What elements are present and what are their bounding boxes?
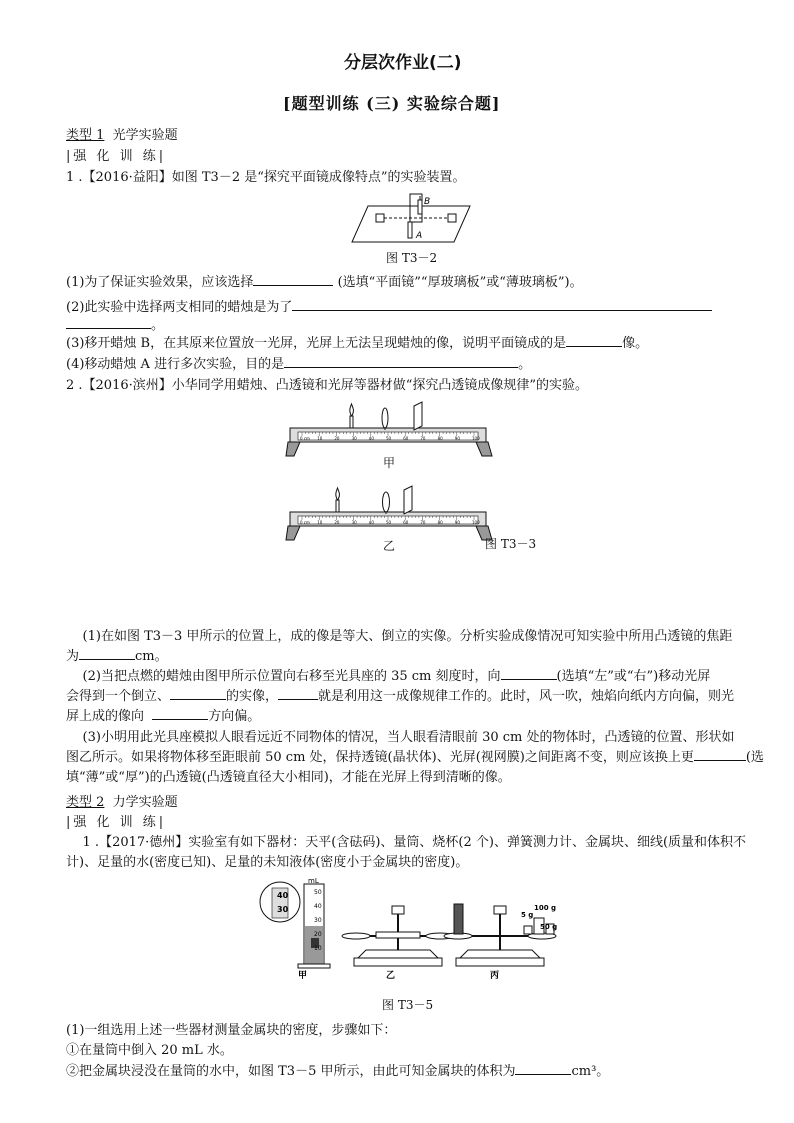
question-stem	[66, 831, 746, 850]
ruler-label: 40	[368, 520, 374, 525]
answer-blank[interactable]	[253, 273, 333, 286]
answer-blank[interactable]	[66, 316, 151, 329]
cylinder-mark-20: 20	[314, 931, 322, 938]
question-part	[66, 726, 735, 745]
cylinder-mark-40: 40	[314, 903, 322, 910]
weight-5g: 5 g	[521, 911, 534, 919]
answer-blank[interactable]	[152, 707, 208, 720]
step-2	[66, 1060, 609, 1079]
answer-blank[interactable]	[278, 687, 318, 700]
category-name: 力学实验题	[112, 795, 178, 810]
question-stem: 1 .【2016·益阳】如图 T3－2 是“探究平面镜成像特点”的实验装置。	[66, 170, 466, 185]
ruler-label: 100	[472, 520, 480, 525]
part-text: ②把金属块浸没在量筒的水中，如图 T3－5 甲所示，由此可知金属块的体积为	[66, 1064, 516, 1079]
stem-text: 1 .【2017·德州】实验室有如下器材：天平(含砝码)、量筒、烧杯(2 个)、弹簧测力计、金属块、细线(质量和体积不	[82, 835, 747, 850]
cylinder-mark-10: 10	[314, 945, 322, 952]
ruler-label: 50	[386, 520, 392, 525]
question-part	[66, 296, 712, 315]
figure-caption: 图 T3－5	[382, 998, 434, 1012]
answer-blank[interactable]	[170, 687, 226, 700]
ruler-label: 10	[317, 436, 323, 441]
part-text: 图乙所示。如果将物体移至距眼前 50 cm 处，保持透镜(晶状体)、光屏(视网膜)之间距离不变，则应该换上更	[66, 750, 694, 765]
part-text: (选填“平面镜”“厚玻璃板”或“薄玻璃板”)。	[337, 275, 583, 290]
part-text: 为	[66, 649, 80, 664]
figure-caption: 图 T3－2	[386, 251, 438, 265]
zoom-mark-30: 30	[277, 905, 289, 914]
part-text: (3)小明用此光具座模拟人眼看远近不同物体的情况，当人眼看清眼前 30 cm 处的物体时，凸透镜的位置、形状如	[82, 730, 735, 745]
figure-caption: 图 T3－3	[485, 537, 537, 551]
part-text: 。	[518, 357, 532, 372]
category-heading-2	[66, 791, 178, 810]
ruler-label: 50	[386, 436, 392, 441]
ruler-label: 90	[454, 436, 460, 441]
fig-label-b: B	[424, 197, 431, 207]
balance-yi	[342, 906, 454, 966]
part-text: 屏上成的像向	[66, 709, 145, 724]
page-title: 分层次作业(二)	[344, 53, 462, 73]
answer-blank[interactable]	[501, 667, 557, 680]
optical-bench-jia	[284, 400, 494, 462]
ruler-label: 30	[351, 436, 357, 441]
ruler-label: 0 cm	[300, 436, 310, 441]
question-part-continued	[66, 746, 764, 765]
answer-blank[interactable]	[694, 748, 746, 761]
ruler-label: 0 cm	[300, 520, 310, 525]
figure-label-jia: 甲	[383, 456, 396, 470]
figure-label-yi: 乙	[383, 539, 396, 553]
ruler-label: 100	[472, 436, 480, 441]
question-stem-continued: 计)、足量的水(密度已知)、足量的未知液体(密度小于金属块的密度)。	[66, 855, 469, 870]
fig-label-bing: 丙	[490, 971, 500, 980]
part-text: (1)在如图 T3－3 甲所示的位置上，成的像是等大、倒立的实像。分析实验成像情况可知实验中所用凸透镜的焦距	[82, 629, 733, 644]
ruler-label: 30	[351, 520, 357, 525]
part-text: (选	[745, 750, 764, 765]
ruler-label: 90	[454, 520, 460, 525]
ruler-label: 70	[420, 520, 426, 525]
part-text: (2)此实验中选择两支相同的蜡烛是为了	[66, 300, 293, 315]
part-text: 像。	[622, 336, 649, 351]
question-part	[66, 665, 710, 684]
part-text: 方向偏。	[208, 709, 261, 724]
question-part-continued: 填“薄”或“厚”)的凸透镜(凸透镜直径大小相同)，才能在光屏上得到清晰的像。	[66, 770, 511, 785]
part-text: (4)移动蜡烛 A 进行多次实验，目的是	[66, 357, 285, 372]
question-part	[66, 332, 648, 351]
ruler-label: 20	[334, 436, 340, 441]
density-experiment-figure	[258, 872, 568, 980]
ruler-label: 10	[317, 520, 323, 525]
part-text: cm。	[135, 649, 168, 664]
question-stem: 2 .【2016·滨州】小华同学用蜡烛、凸透镜和光屏等器材做“探究凸透镜成像规律”的实验。	[66, 378, 589, 393]
question-part-continued	[66, 645, 168, 664]
question-part-continued	[66, 705, 260, 724]
part-text: (3)移开蜡烛 B，在其原来位置放一光屏，光屏上无法呈现蜡烛的像，说明平面镜成的是	[66, 336, 567, 351]
ruler-label: 80	[437, 520, 443, 525]
ruler-label: 20	[334, 520, 340, 525]
answer-blank[interactable]	[566, 334, 622, 347]
ruler-label: 60	[403, 436, 409, 441]
part-text: (选填“左”或“右”)移动光屏	[556, 669, 711, 684]
ruler-label: 40	[368, 436, 374, 441]
training-tag-text: 强 化 训 练	[73, 149, 159, 164]
part-text: 会得到一个倒立、	[66, 689, 171, 704]
part-text: 的实像，	[226, 689, 279, 704]
answer-blank[interactable]	[79, 647, 135, 660]
question-part-continued	[66, 685, 734, 704]
training-tag: |强 化 训 练|	[66, 815, 167, 830]
category-label: 类型 2	[66, 795, 105, 810]
fig-label-a: A	[416, 231, 423, 241]
cylinder-mark-50: 50	[314, 889, 322, 896]
weight-100g: 100 g	[534, 904, 557, 912]
cylinder-mark-30: 30	[314, 917, 322, 924]
category-heading-1	[66, 124, 178, 143]
part-text: 。	[151, 318, 165, 333]
part-text: cm³。	[571, 1064, 610, 1079]
ruler-label: 60	[403, 520, 409, 525]
part-text: 就是利用这一成像规律工作的。此时，风一吹，烛焰向纸内方向偏，则光	[318, 689, 735, 704]
answer-blank[interactable]	[284, 355, 518, 368]
part-text: (1)为了保证实验效果，应该选择	[66, 275, 254, 290]
question-part: (1)一组选用上述一些器材测量金属块的密度，步骤如下：	[66, 1023, 397, 1038]
category-name: 光学实验题	[112, 128, 178, 143]
answer-blank[interactable]	[292, 298, 712, 311]
zoom-mark-40: 40	[277, 891, 289, 900]
cylinder-unit: mL	[308, 877, 319, 885]
fig-label-jia: 甲	[298, 971, 308, 980]
question-part	[66, 625, 732, 644]
question-part	[66, 353, 531, 372]
ruler-label: 70	[420, 436, 426, 441]
training-tag: |强 化 训 练|	[66, 149, 167, 164]
weight-50g: 50 g	[540, 923, 558, 931]
question-part-continued	[66, 314, 164, 333]
category-label: 类型 1	[66, 128, 105, 143]
fig-label-yi: 乙	[386, 971, 396, 980]
training-tag-text: 强 化 训 练	[73, 815, 159, 830]
page-subtitle: [题型训练 (三) 实验综合题]	[283, 94, 501, 113]
answer-blank[interactable]	[515, 1062, 571, 1075]
plane-mirror-figure	[350, 186, 472, 248]
balance-bing	[444, 904, 556, 966]
question-part	[66, 271, 583, 290]
part-text: (2)当把点燃的蜡烛由图甲所示位置向右移至光具座的 35 cm 刻度时，向	[82, 669, 501, 684]
ruler-label: 80	[437, 436, 443, 441]
step-1: ①在量筒中倒入 20 mL 水。	[66, 1043, 233, 1058]
